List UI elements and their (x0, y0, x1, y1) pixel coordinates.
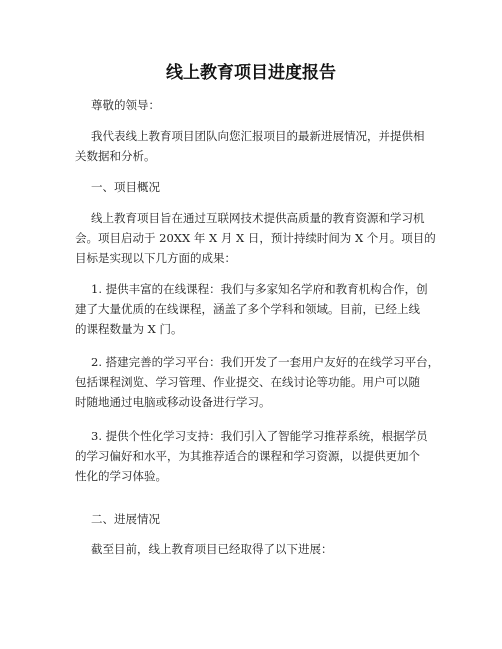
item-3-line-1: 3. 提供个性化学习支持：我们引入了智能学习推荐系统，根据学员 (91, 429, 428, 443)
item-2-line-1: 2. 搭建完善的学习平台：我们开发了一套用户友好的在线学习平台， (91, 355, 440, 369)
intro-paragraph (75, 126, 445, 166)
intro-line-1: 我代表线上教育项目团队向您汇报项目的最新进展情况，并提供相 (91, 129, 425, 143)
greeting-text: 尊敬的领导： (91, 98, 160, 112)
item-1-line-3: 的课程数量为 X 门。 (75, 322, 183, 336)
overview-paragraph (75, 208, 445, 268)
overview-line-3: 目标是实现以下几方面的成果： (75, 251, 236, 265)
item-3-line-3: 性化的学习体验。 (75, 469, 167, 483)
overview-line-1: 线上教育项目旨在通过互联网技术提供高质量的教育资源和学习机 (91, 211, 425, 225)
list-item-3 (75, 426, 445, 486)
item-2-line-3: 时随地通过电脑或移动设备进行学习。 (75, 395, 271, 409)
section-2-heading (75, 509, 445, 529)
item-1-line-2: 建了大量优质的在线课程，涵盖了多个学科和领域。目前，已经上线 (75, 302, 420, 316)
item-1-line-1: 1. 提供丰富的在线课程：我们与多家知名学府和教育机构合作，创 (91, 282, 428, 296)
progress-intro (75, 539, 445, 559)
section-1-heading (75, 177, 445, 197)
item-2-line-2: 包括课程浏览、学习管理、作业提交、在线讨论等功能。用户可以随 (75, 375, 420, 389)
document-title: 线上教育项目进度报告 (166, 63, 336, 83)
progress-intro-text: 截至目前，线上教育项目已经取得了以下进展： (91, 542, 333, 556)
section-1-heading-text: 一、项目概况 (91, 180, 160, 194)
intro-line-2: 关数据和分析。 (75, 149, 156, 163)
greeting (75, 95, 445, 115)
list-item-1 (75, 279, 445, 339)
overview-line-2: 会。项目启动于 20XX 年 X 月 X 日，预计持续时间为 X 个月。项目的 (75, 231, 436, 245)
item-3-line-2: 的学习偏好和水平，为其推荐适合的课程和学习资源，以提供更加个 (75, 449, 420, 463)
section-2-heading-text: 二、进展情况 (91, 512, 160, 526)
list-item-2 (75, 352, 445, 412)
